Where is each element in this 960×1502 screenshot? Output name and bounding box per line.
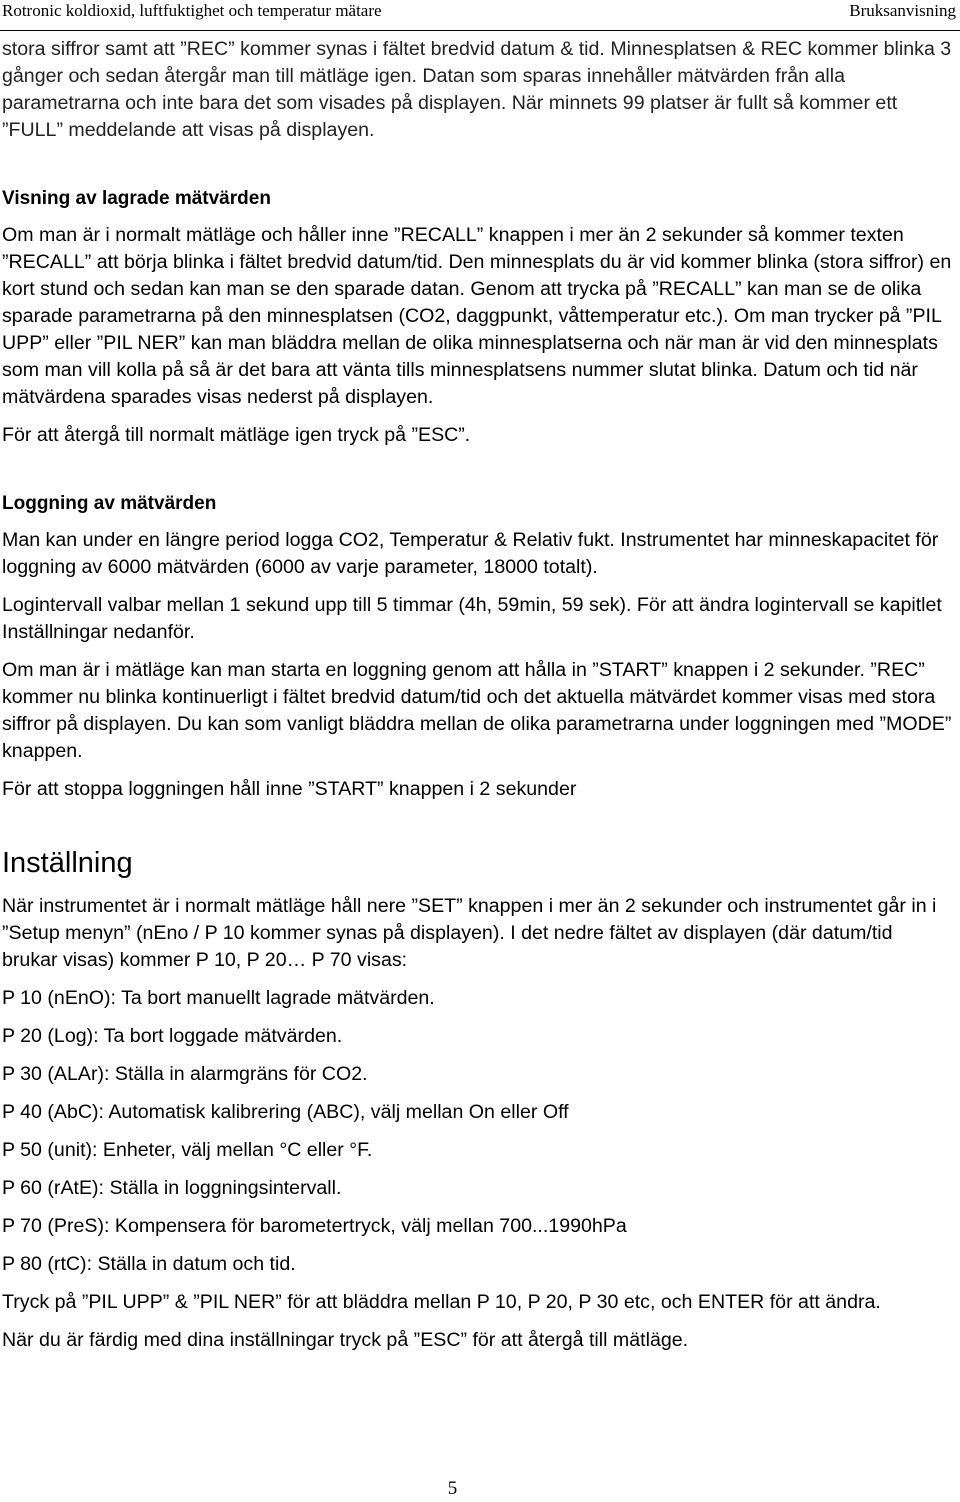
logging-paragraph: Logintervall valbar mellan 1 sekund upp till 5 timmar (4h, 59min, 59 sek). För att ändra logintervall se kapitlet Inställningar nedanför.: [2, 594, 942, 643]
recall-section: [2, 185, 952, 449]
settings-item: P 10 (nEnO): Ta bort manuellt lagrade mätvärden.: [2, 987, 435, 1009]
settings-item: P 50 (unit): Enheter, välj mellan °C eller °F.: [2, 1139, 373, 1161]
recall-heading: Visning av lagrade mätvärden: [2, 188, 271, 209]
logging-paragraph: Om man är i mätläge kan man starta en loggning genom att hålla in ”START” knappen i 2 sekunder. ”REC” kommer nu blinka kontinuerligt i fältet bredvid datum/tid och det aktuella mätvärdet kommer visas med stora siffror på displayen. Du kan som vanligt bläddra mellan de olika parametrarna under loggningen med ”MODE” knappen.: [2, 659, 952, 762]
settings-item: P 60 (rAtE): Ställa in loggningsintervall.: [2, 1177, 342, 1199]
recall-paragraph: För att återgå till normalt mätläge igen tryck på ”ESC”.: [2, 424, 471, 446]
settings-item: P 20 (Log): Ta bort loggade mätvärden.: [2, 1025, 343, 1047]
settings-intro: När instrumentet är i normalt mätläge håll nere ”SET” knappen i mer än 2 sekunder och instrumentet går in i ”Setup menyn” (nEno / P 10 kommer synas på displayen). I det nedre fältet av displayen (där datum/tid brukar visas) kommer P 10, P 20… P 70 visas:: [2, 895, 937, 971]
recall-paragraph: Om man är i normalt mätläge och håller inne ”RECALL” knappen i mer än 2 sekunder så kommer texten ”RECALL” att börja blinka i fältet bredvid datum/tid. Den minnesplats du är vid kommer blinka (stora siffror) en kort stund och sedan kan man se den sparade datan. Genom att trycka på ”RECALL” kan man se de olika sparade parametrarna på den minnesplatsen (CO2, daggpunkt, våttemperatur etc.). Om man trycker på ”PIL UPP” eller ”PIL NER” kan man bläddra mellan de olika minnesplatserna och när man är vid den minnesplats som man vill kolla på så är det bara att vänta tills minnesplatsens nummer slutat blinka. Datum och tid när mätvärdena sparades visas nederst på displayen.: [2, 224, 952, 408]
settings-section: [2, 844, 952, 1354]
settings-heading: Inställning: [2, 847, 133, 879]
intro-paragraph: stora siffror samt att ”REC” kommer synas i fältet bredvid datum & tid. Minnesplatsen & REC kommer blinka 3 gånger och sedan återgår man till mätläge igen. Datan som sparas innehåller mätvärden från alla parametrarna och inte bara det som visades på displayen. När minnets 99 platser är fullt så kommer ett ”FULL” meddelande att visas på displayen.: [2, 38, 952, 141]
logging-paragraph: Man kan under en längre period logga CO2, Temperatur & Relativ fukt. Instrumentet har minneskapacitet för loggning av 6000 mätvärden (6000 av varje parameter, 18000 totalt).: [2, 529, 939, 578]
settings-item: P 30 (ALAr): Ställa in alarmgräns för CO2.: [2, 1063, 368, 1085]
logging-heading: Loggning av mätvärden: [2, 493, 217, 514]
settings-navigation: Tryck på ”PIL UPP” & ”PIL NER” för att bläddra mellan P 10, P 20, P 30 etc, och ENTER för att ändra.: [2, 1291, 881, 1313]
page-header: [0, 0, 960, 31]
page-number: 5: [447, 1478, 458, 1499]
settings-item: P 40 (AbC): Automatisk kalibrering (ABC), välj mellan On eller Off: [2, 1101, 569, 1123]
settings-item: P 80 (rtC): Ställa in datum och tid.: [2, 1253, 296, 1275]
settings-finish: När du är färdig med dina inställningar tryck på ”ESC” för att återgå till mätläge.: [2, 1329, 689, 1351]
document-body: [2, 36, 952, 1354]
header-title: Rotronic koldioxid, luftfuktighet och temperatur mätare: [2, 1, 382, 20]
settings-item: P 70 (PreS): Kompensera för barometertryck, välj mellan 700...1990hPa: [2, 1215, 627, 1237]
header-doc-type: Bruksanvisning: [849, 1, 956, 20]
logging-paragraph: För att stoppa loggningen håll inne ”START” knappen i 2 sekunder: [2, 778, 577, 800]
logging-section: [2, 490, 952, 803]
